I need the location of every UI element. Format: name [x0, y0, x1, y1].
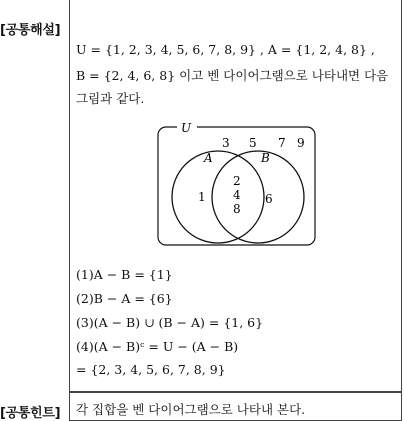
- hint-box: [69, 392, 402, 421]
- solution-line-2: B = {2, 4, 6, 8} 이고 벤 다이어그램으로 나타내면 다음: [76, 68, 389, 83]
- set-b-circle: [212, 151, 304, 243]
- hint-text: 각 집합을 벤 다이어그램으로 나타내 본다.: [76, 402, 306, 417]
- a-only-element: 1: [198, 190, 206, 204]
- answer-1: (1)A − B = {1}: [76, 267, 173, 282]
- solution-line-1: U = {1, 2, 3, 4, 5, 6, 7, 8, 9} , A = {1, 2, 4, 8} ,: [76, 42, 375, 57]
- set-a-label: A: [204, 151, 213, 165]
- answer-2: (2)B − A = {6}: [76, 291, 173, 306]
- solution-box: [69, 0, 402, 392]
- hint-label: [공통힌트]: [0, 406, 61, 421]
- solution-label: [공통해설]: [0, 23, 61, 38]
- outside-element: 5: [249, 136, 257, 150]
- b-only-element: 6: [265, 192, 273, 206]
- outside-element: 3: [222, 136, 230, 150]
- intersection-element: 4: [233, 188, 241, 202]
- set-b-label: B: [261, 151, 270, 165]
- intersection-element: 8: [233, 202, 241, 216]
- venn-diagram: [157, 119, 317, 247]
- outside-element: 7: [278, 136, 286, 150]
- outside-element: 9: [297, 136, 305, 150]
- answer-5: = {2, 3, 4, 5, 6, 7, 8, 9}: [76, 362, 226, 377]
- universe-label: U: [181, 121, 192, 135]
- answer-4: (4)(A − B)ᶜ = U − (A − B): [76, 339, 239, 354]
- set-a-circle: [172, 151, 264, 243]
- answer-3: (3)(A − B) ∪ (B − A) = {1, 6}: [76, 315, 264, 330]
- intersection-element: 2: [233, 174, 241, 188]
- solution-line-3: 그림과 같다.: [76, 91, 145, 106]
